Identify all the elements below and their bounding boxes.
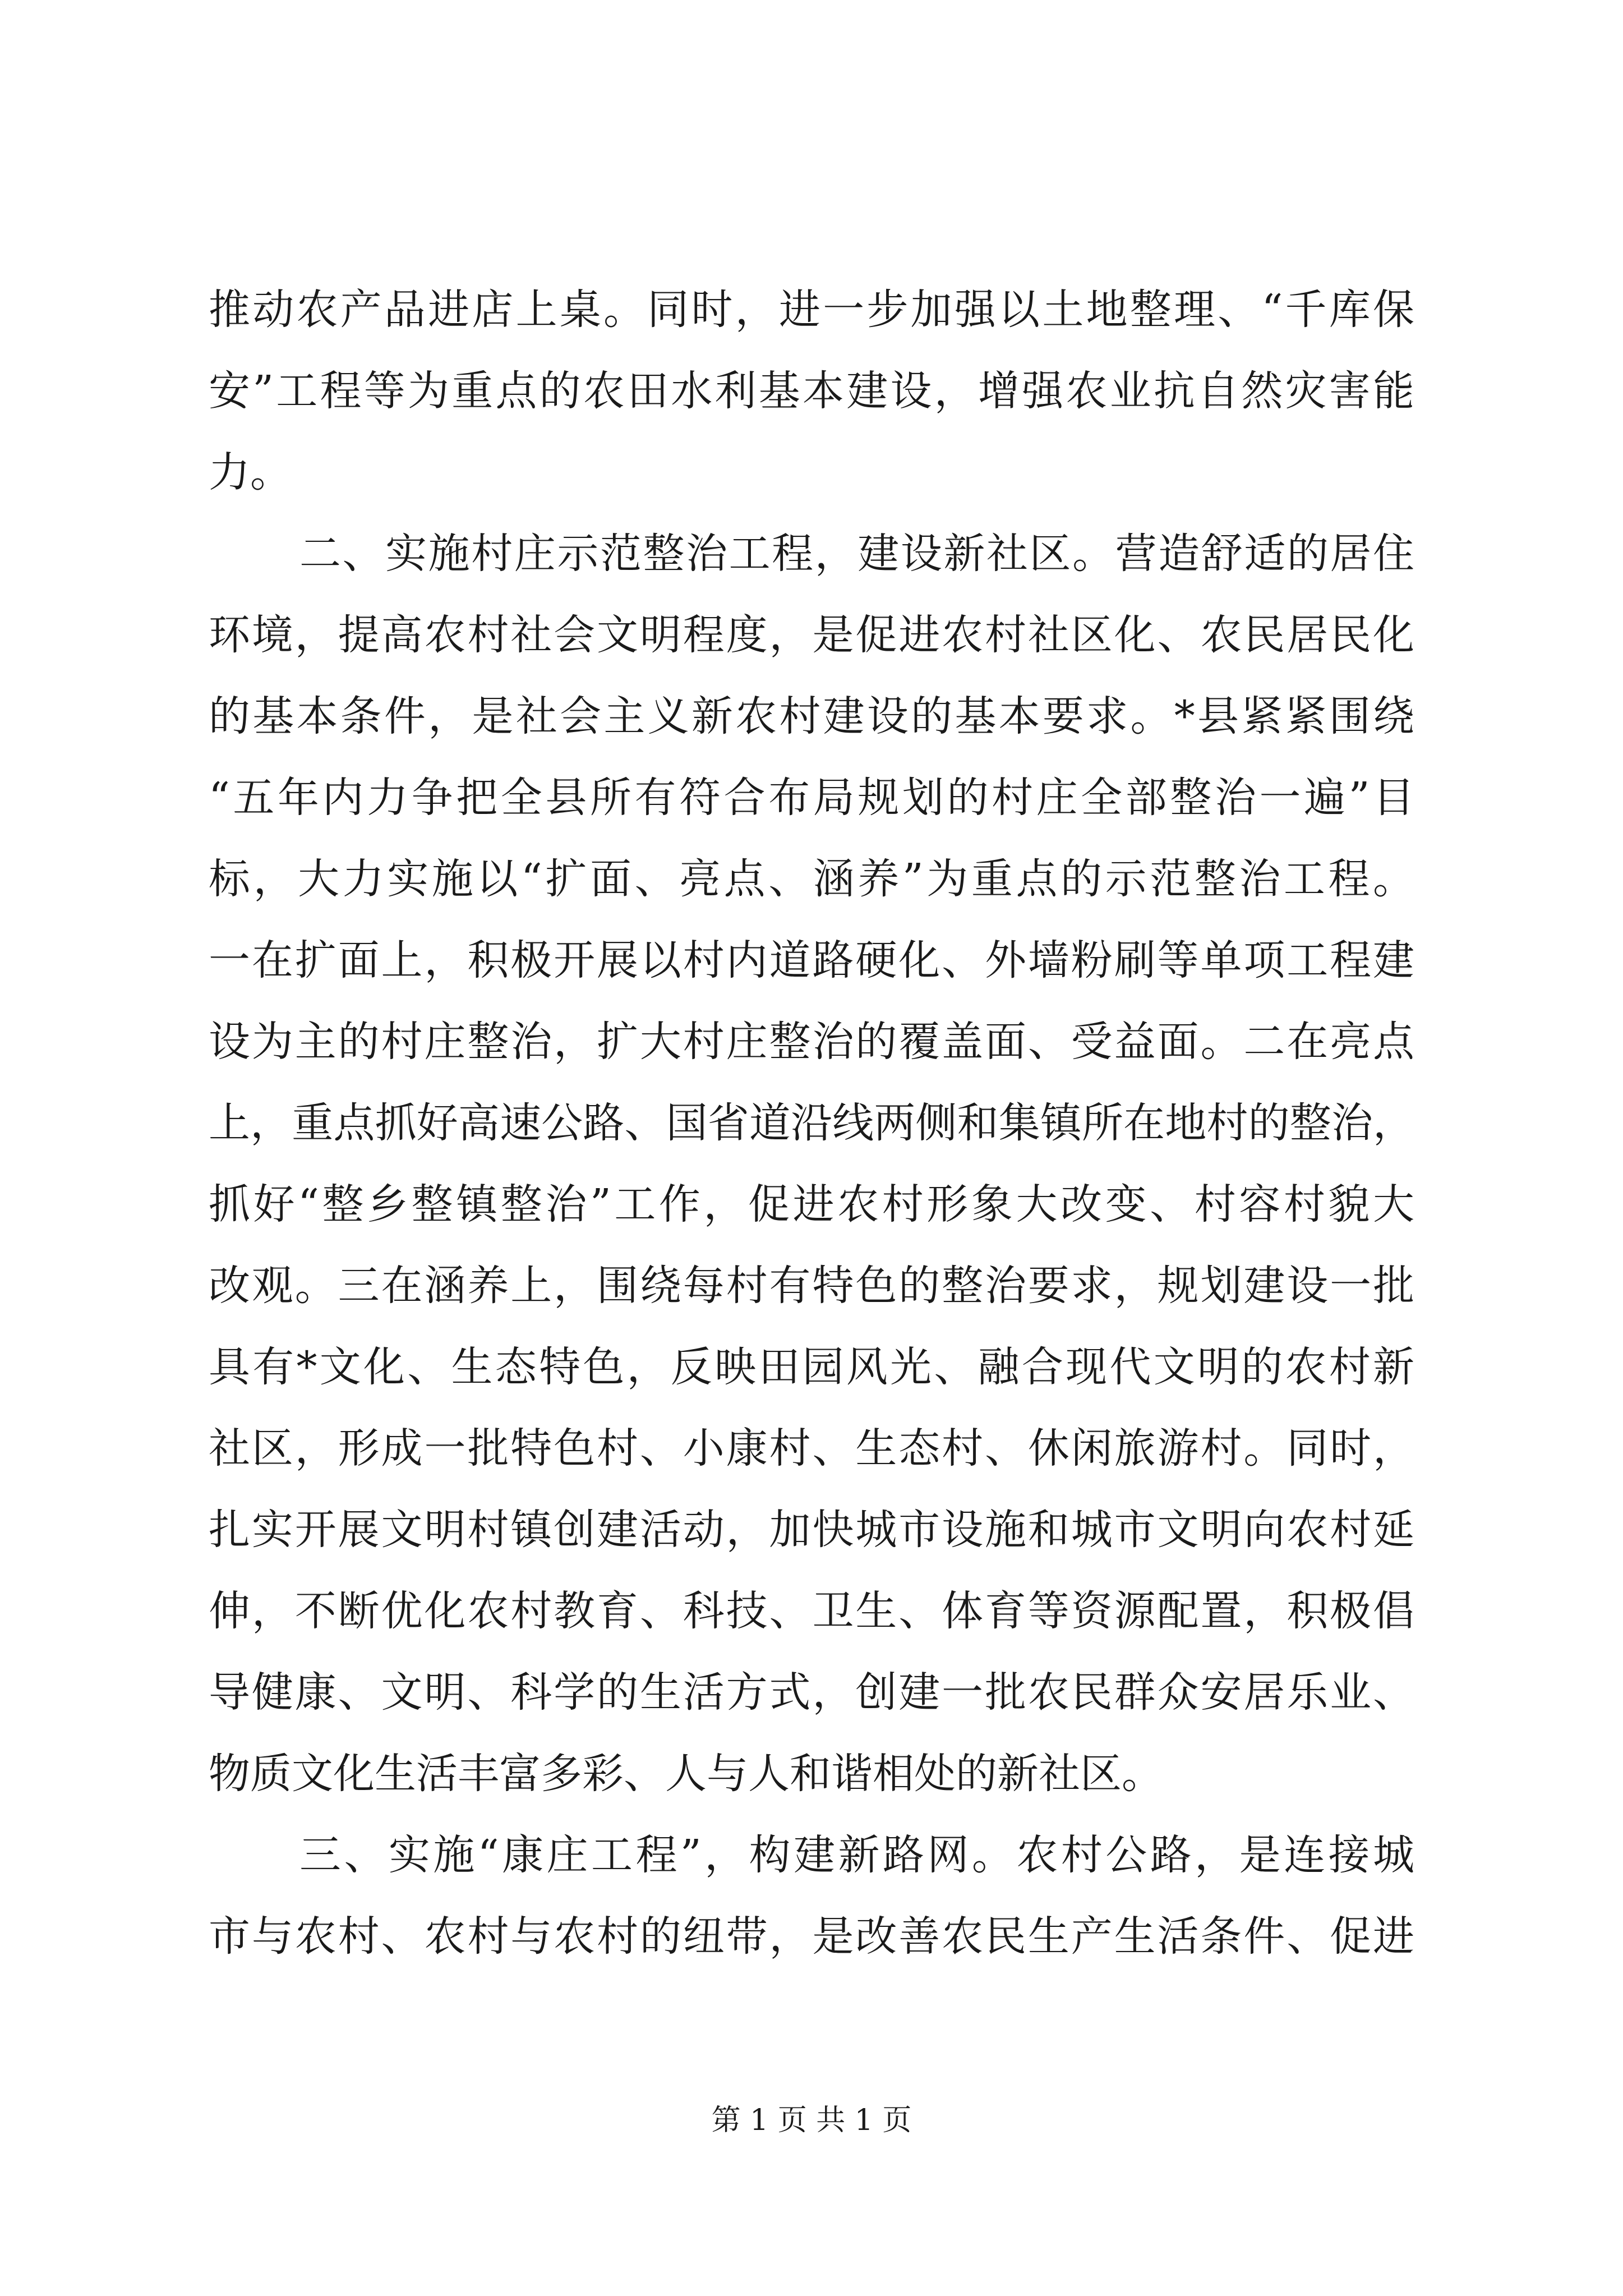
- text-line: 扎实开展文明村镇创建活动，加快城市设施和城市文明向农村延: [209, 1506, 1414, 1554]
- text-line: 导健康、文明、科学的生活方式，创建一批农民群众安居乐业、: [209, 1668, 1414, 1717]
- text-line: 伸，不断优化农村教育、科技、卫生、体育等资源配置，积极倡: [209, 1587, 1414, 1635]
- text-line: 环境，提高农村社会文明程度，是促进农村社区化、农民居民化: [209, 611, 1414, 659]
- document-body: [209, 269, 1414, 1977]
- text-line: 物质文化生活丰富多彩、人与人和谐相处的新社区。: [209, 1750, 1163, 1798]
- text-line: “五年内力争把全县所有符合布局规划的村庄全部整治一遍”目: [209, 774, 1414, 822]
- text-line: 改观。三在涵养上，围绕每村有特色的整治要求，规划建设一批: [209, 1262, 1414, 1310]
- text-line: 抓好“整乡整镇整治”工作，促进农村形象大改变、村容村貌大: [209, 1180, 1414, 1228]
- text-line: 具有*文化、生态特色，反映田园风光、融合现代文明的农村新: [209, 1343, 1414, 1391]
- text-line: 安”工程等为重点的农田水利基本建设，增强农业抗自然灾害能: [209, 367, 1414, 415]
- text-line: 社区，形成一批特色村、小康村、生态村、休闲旅游村。同时，: [209, 1424, 1414, 1473]
- text-line: 设为主的村庄整治，扩大村庄整治的覆盖面、受益面。二在亮点: [209, 1018, 1414, 1066]
- text-line: 推动农产品进店上桌。同时，进一步加强以土地整理、“千库保: [209, 286, 1414, 334]
- text-line: 的基本条件，是社会主义新农村建设的基本要求。*县紧紧围绕: [209, 692, 1414, 740]
- text-line: 一在扩面上，积极开展以村内道路硬化、外墙粉刷等单项工程建: [209, 936, 1414, 984]
- text-line: 标，大力实施以“扩面、亮点、涵养”为重点的示范整治工程。: [209, 855, 1414, 903]
- text-line: 三、实施“康庄工程”，构建新路网。农村公路，是连接城: [299, 1831, 1414, 1879]
- text-line: 市与农村、农村与农村的纽带，是改善农民生产生活条件、促进: [209, 1912, 1414, 1961]
- page-number-footer: 第 1 页 共 1 页: [711, 2104, 912, 2137]
- text-line: 上，重点抓好高速公路、国省道沿线两侧和集镇所在地村的整治，: [209, 1099, 1414, 1147]
- text-line: 二、实施村庄示范整治工程，建设新社区。营造舒适的居住: [299, 530, 1414, 578]
- text-line: 力。: [209, 448, 292, 496]
